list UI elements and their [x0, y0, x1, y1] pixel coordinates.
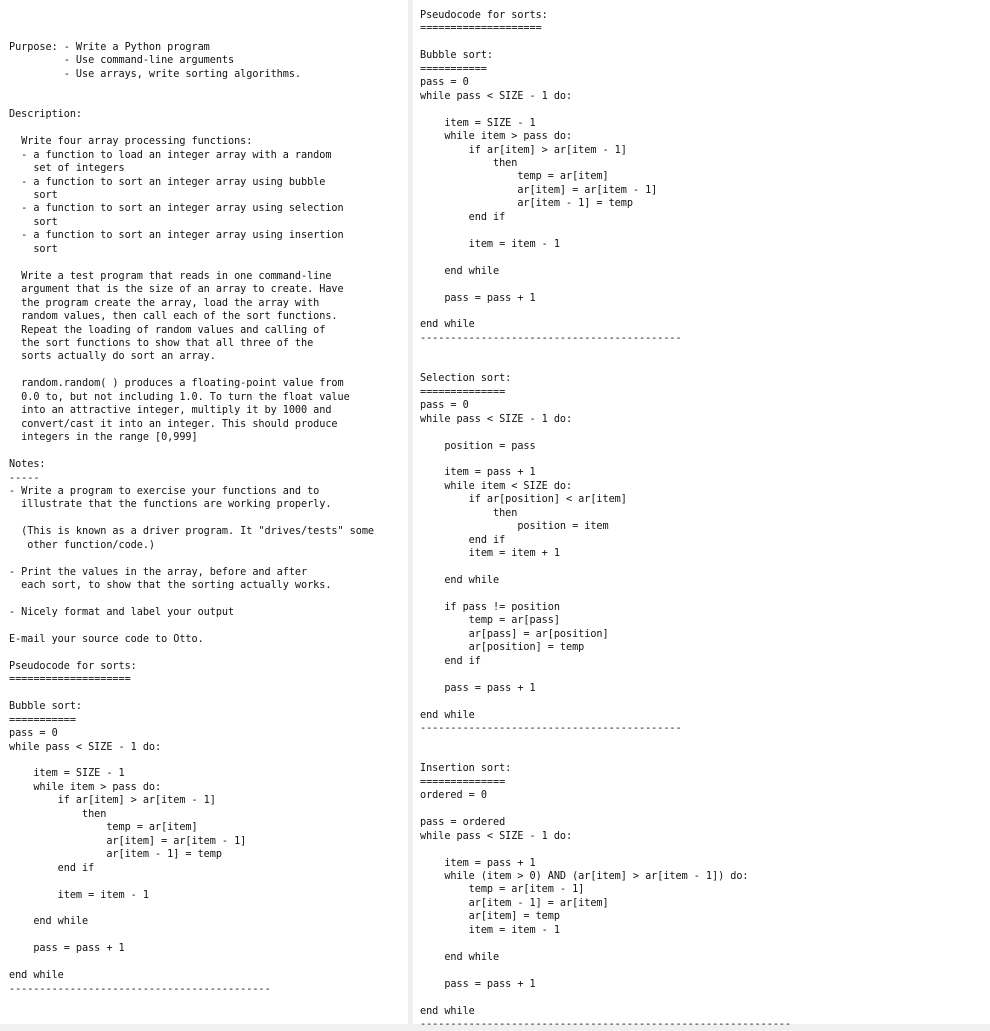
right-document-pane	[413, 0, 990, 1030]
assignment-text: Purpose: - Write a Python program - Use command-line arguments - Use arrays, write sorting algorithms. Description: Write four array processing functions: - a function to load an integer array with a random set of integers - a function to sort an integer array using bubble sort - a function to sort an integer array using selection sort - a function to sort an integer array using insertion sort Write a test program that reads in one command-line argument that is the size of an array to create. Have the program create the array, load the array with random values, then call each of the sort functions. Repeat the loading of random values and calling of the sort functions to show that all three of the sorts actually do sort an array. random.random( ) produces a floating-point value from 0.0 to, but not including 1.0. To turn the float value into an attractive integer, multiply it by 1000 and convert/cast it into an integer. This should produce integers in the range [0,999] Notes: ----- - Write a program to exercise your functions and to illustrate that the functions are working properly. (This is known as a driver program. It "drives/tests" some other function/code.) - Print the values in the array, before and after each sort, to show that the sorting actually works. - Nicely format and label your output E-mail your source code to Otto. Pseudocode for sorts: ==================== Bubble sort: =========== pass = 0 while pass < SIZE - 1 do: item = SIZE - 1 while item > pass do: if ar[item] > ar[item - 1] then temp = ar[item] ar[item] = ar[item - 1] ar[item - 1] = temp end if item = item - 1 end while pass = pass + 1 end while -------------------------------------------	[9, 42, 375, 995]
left-document-pane	[0, 0, 408, 1024]
pseudocode-text: Pseudocode for sorts: ==================== Bubble sort: =========== pass = 0 while pass < SIZE - 1 do: item = SIZE - 1 while item > pass do: if ar[item] > ar[item - 1] then temp = ar[item] ar[item] = ar[item - 1] ar[item - 1] = temp end if item = item - 1 end while pass = pass + 1 end while ------------------------------------------- Selection sort: ============== pass = 0 while pass < SIZE - 1 do: position = pass item = pass + 1 while item < SIZE do: if ar[position] < ar[item] then position = item end if item = item + 1 end while if pass != position temp = ar[pass] ar[pass] = ar[position] ar[position] = temp end if pass = pass + 1 end while ------------------------------------------- Insertion sort: ============== ordered = 0 pass = ordered while pass < SIZE - 1 do: item = pass + 1 while (item > 0) AND (ar[item] > ar[item - 1]) do: temp = ar[item - 1] ar[item - 1] = ar[item] ar[item] = temp item = item - 1 end while pass = pass + 1 end while -------------------------------------------------------------	[420, 10, 792, 1030]
